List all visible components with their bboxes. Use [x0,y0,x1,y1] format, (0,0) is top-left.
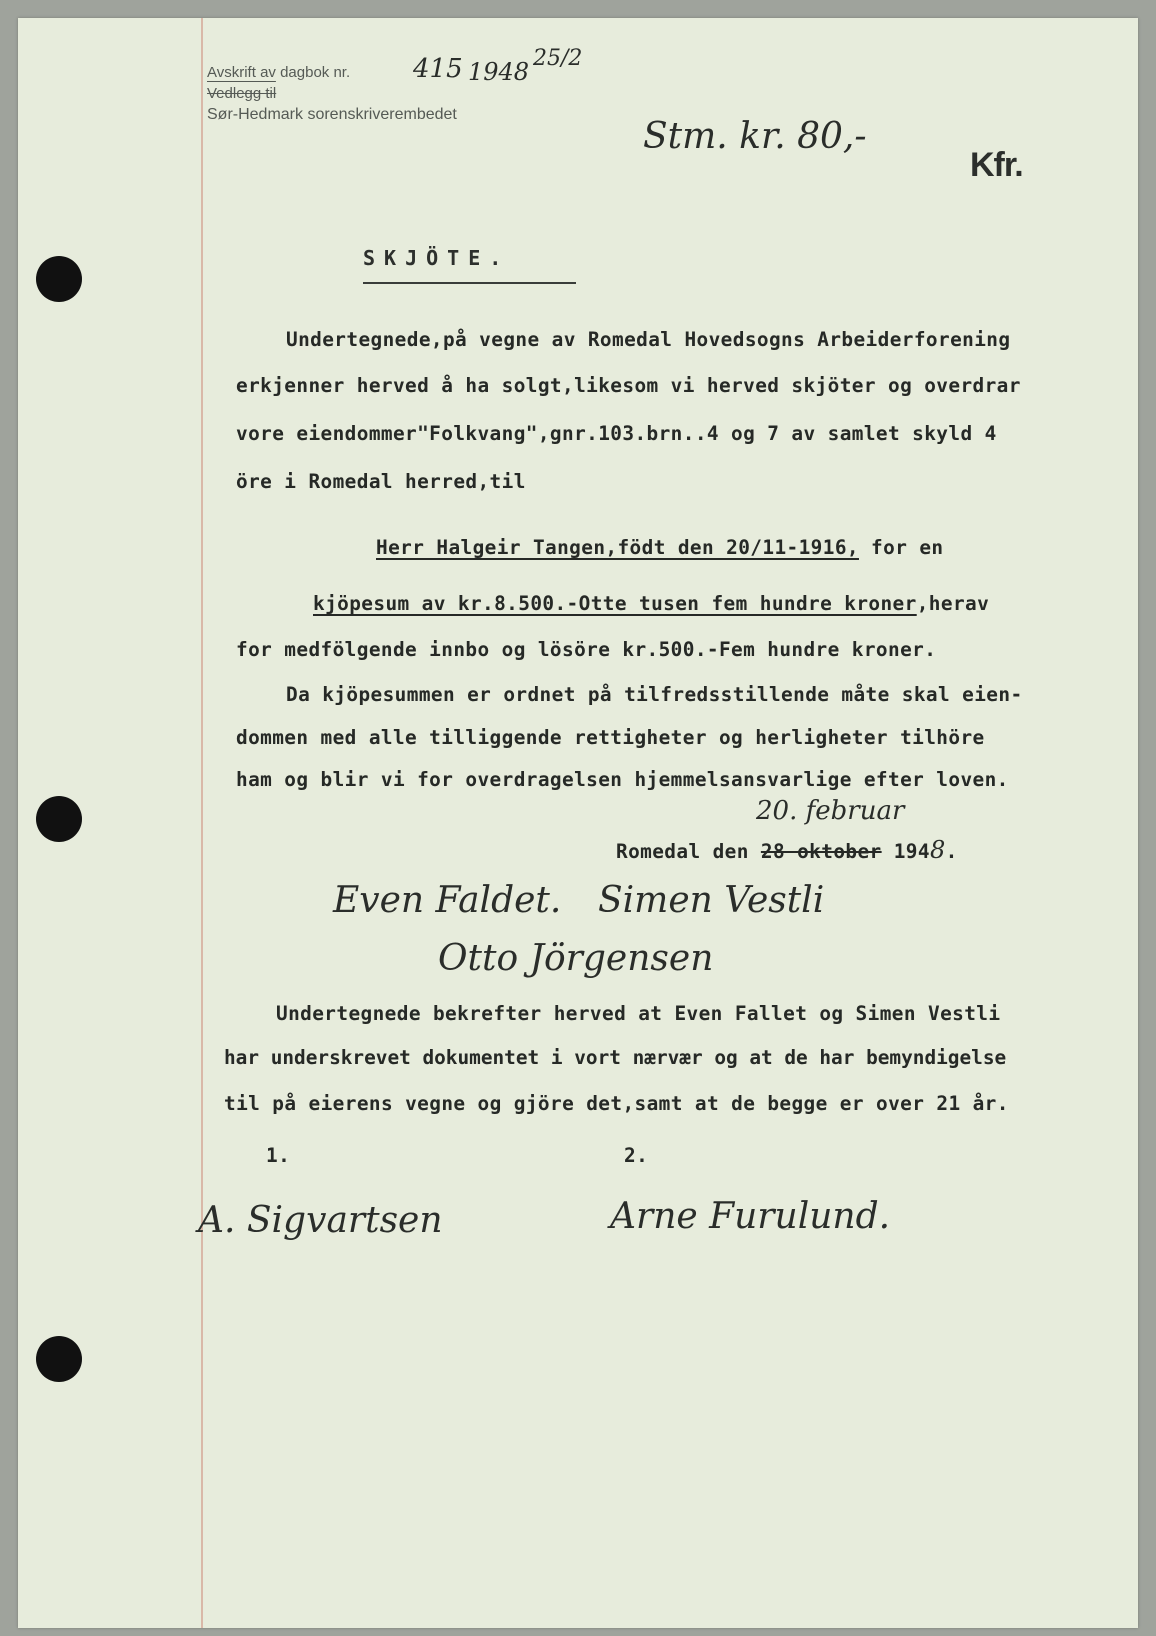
body-line: Da kjöpesummen er ordnet på tilfredsstillende måte skal eien- [286,683,1023,706]
date-correction: 20. februar [756,796,905,826]
body-line: erkjenner herved å ha solgt,likesom vi herved skjöter og overdrar [236,374,1021,397]
dagbok-year: 1948 [468,58,530,86]
kfr-mark: Kfr. [970,146,1023,184]
witness-signature-2: Arne Furulund. [610,1196,891,1237]
year-correction: 8 [929,836,946,864]
buyer-tail: for en [858,536,944,559]
signature-otto-jorgensen: Otto Jörgensen [438,938,714,979]
document-page [18,18,1138,1628]
body-line: ham og blir vi for overdragelsen hjemmelsansvarlige efter loven. [236,768,1009,791]
place-date-prefix: Romedal den [616,840,761,863]
body-line: dommen med alle tilliggende rettigheter og herligheter tilhöre [236,726,985,749]
stamp-line-2: Vedlegg til [207,85,277,102]
punch-hole [36,1336,82,1382]
body-line: vore eiendommer"Folkvang",gnr.103.brn..4 og 7 av samlet skyld 4 [236,422,997,445]
buyer-name: Herr Halgeir Tangen,födt den 20/11-1916, [376,536,859,559]
witness-signature-1: A. Sigvartsen [198,1200,443,1241]
fee-note: Stm. kr. 80,- [643,116,867,157]
place-date-suffix: . [945,840,958,863]
signature-simen-vestli: Simen Vestli [598,880,825,921]
stamp-line-1: Avskrift av [207,64,276,81]
price-line [313,592,989,615]
struck-date: 28 oktober [760,840,882,863]
punch-hole [36,796,82,842]
dagbok-date: 25/2 [533,46,583,71]
place-date-line [616,836,958,864]
title-underline [363,282,576,284]
stamp-dagbok-label: dagbok nr. [280,64,351,81]
body-line: Undertegnede,på vegne av Romedal Hovedsogns Arbeiderforening [286,328,1011,351]
printed-year: 194 [881,840,930,863]
witness-number-1: 1. [266,1144,291,1167]
witness-line: har underskrevet dokumentet i vort nærvær og at de har bemyndigelse [224,1046,1007,1069]
document-title: SKJÖTE. [363,246,511,270]
punch-hole [36,256,82,302]
body-line: for medfölgende innbo og lösöre kr.500.-Fem hundre kroner. [236,638,937,661]
witness-line: Undertegnede bekrefter herved at Even Fallet og Simen Vestli [276,1002,1001,1025]
price-amount: kjöpesum av kr.8.500.-Otte tusen fem hundre kroner [313,592,917,615]
body-line: öre i Romedal herred,til [236,470,526,493]
dagbok-number: 415 [413,54,463,84]
signature-even-faldet: Even Faldet. [333,880,562,921]
witness-line: til på eierens vegne og gjöre det,samt at de begge er over 21 år. [224,1092,1009,1115]
buyer-line [376,536,944,559]
margin-rule [201,18,203,1628]
price-tail: ,herav [916,592,990,615]
witness-number-2: 2. [624,1144,649,1167]
stamp-office: Sør-Hedmark sorenskriverembedet [207,106,457,123]
